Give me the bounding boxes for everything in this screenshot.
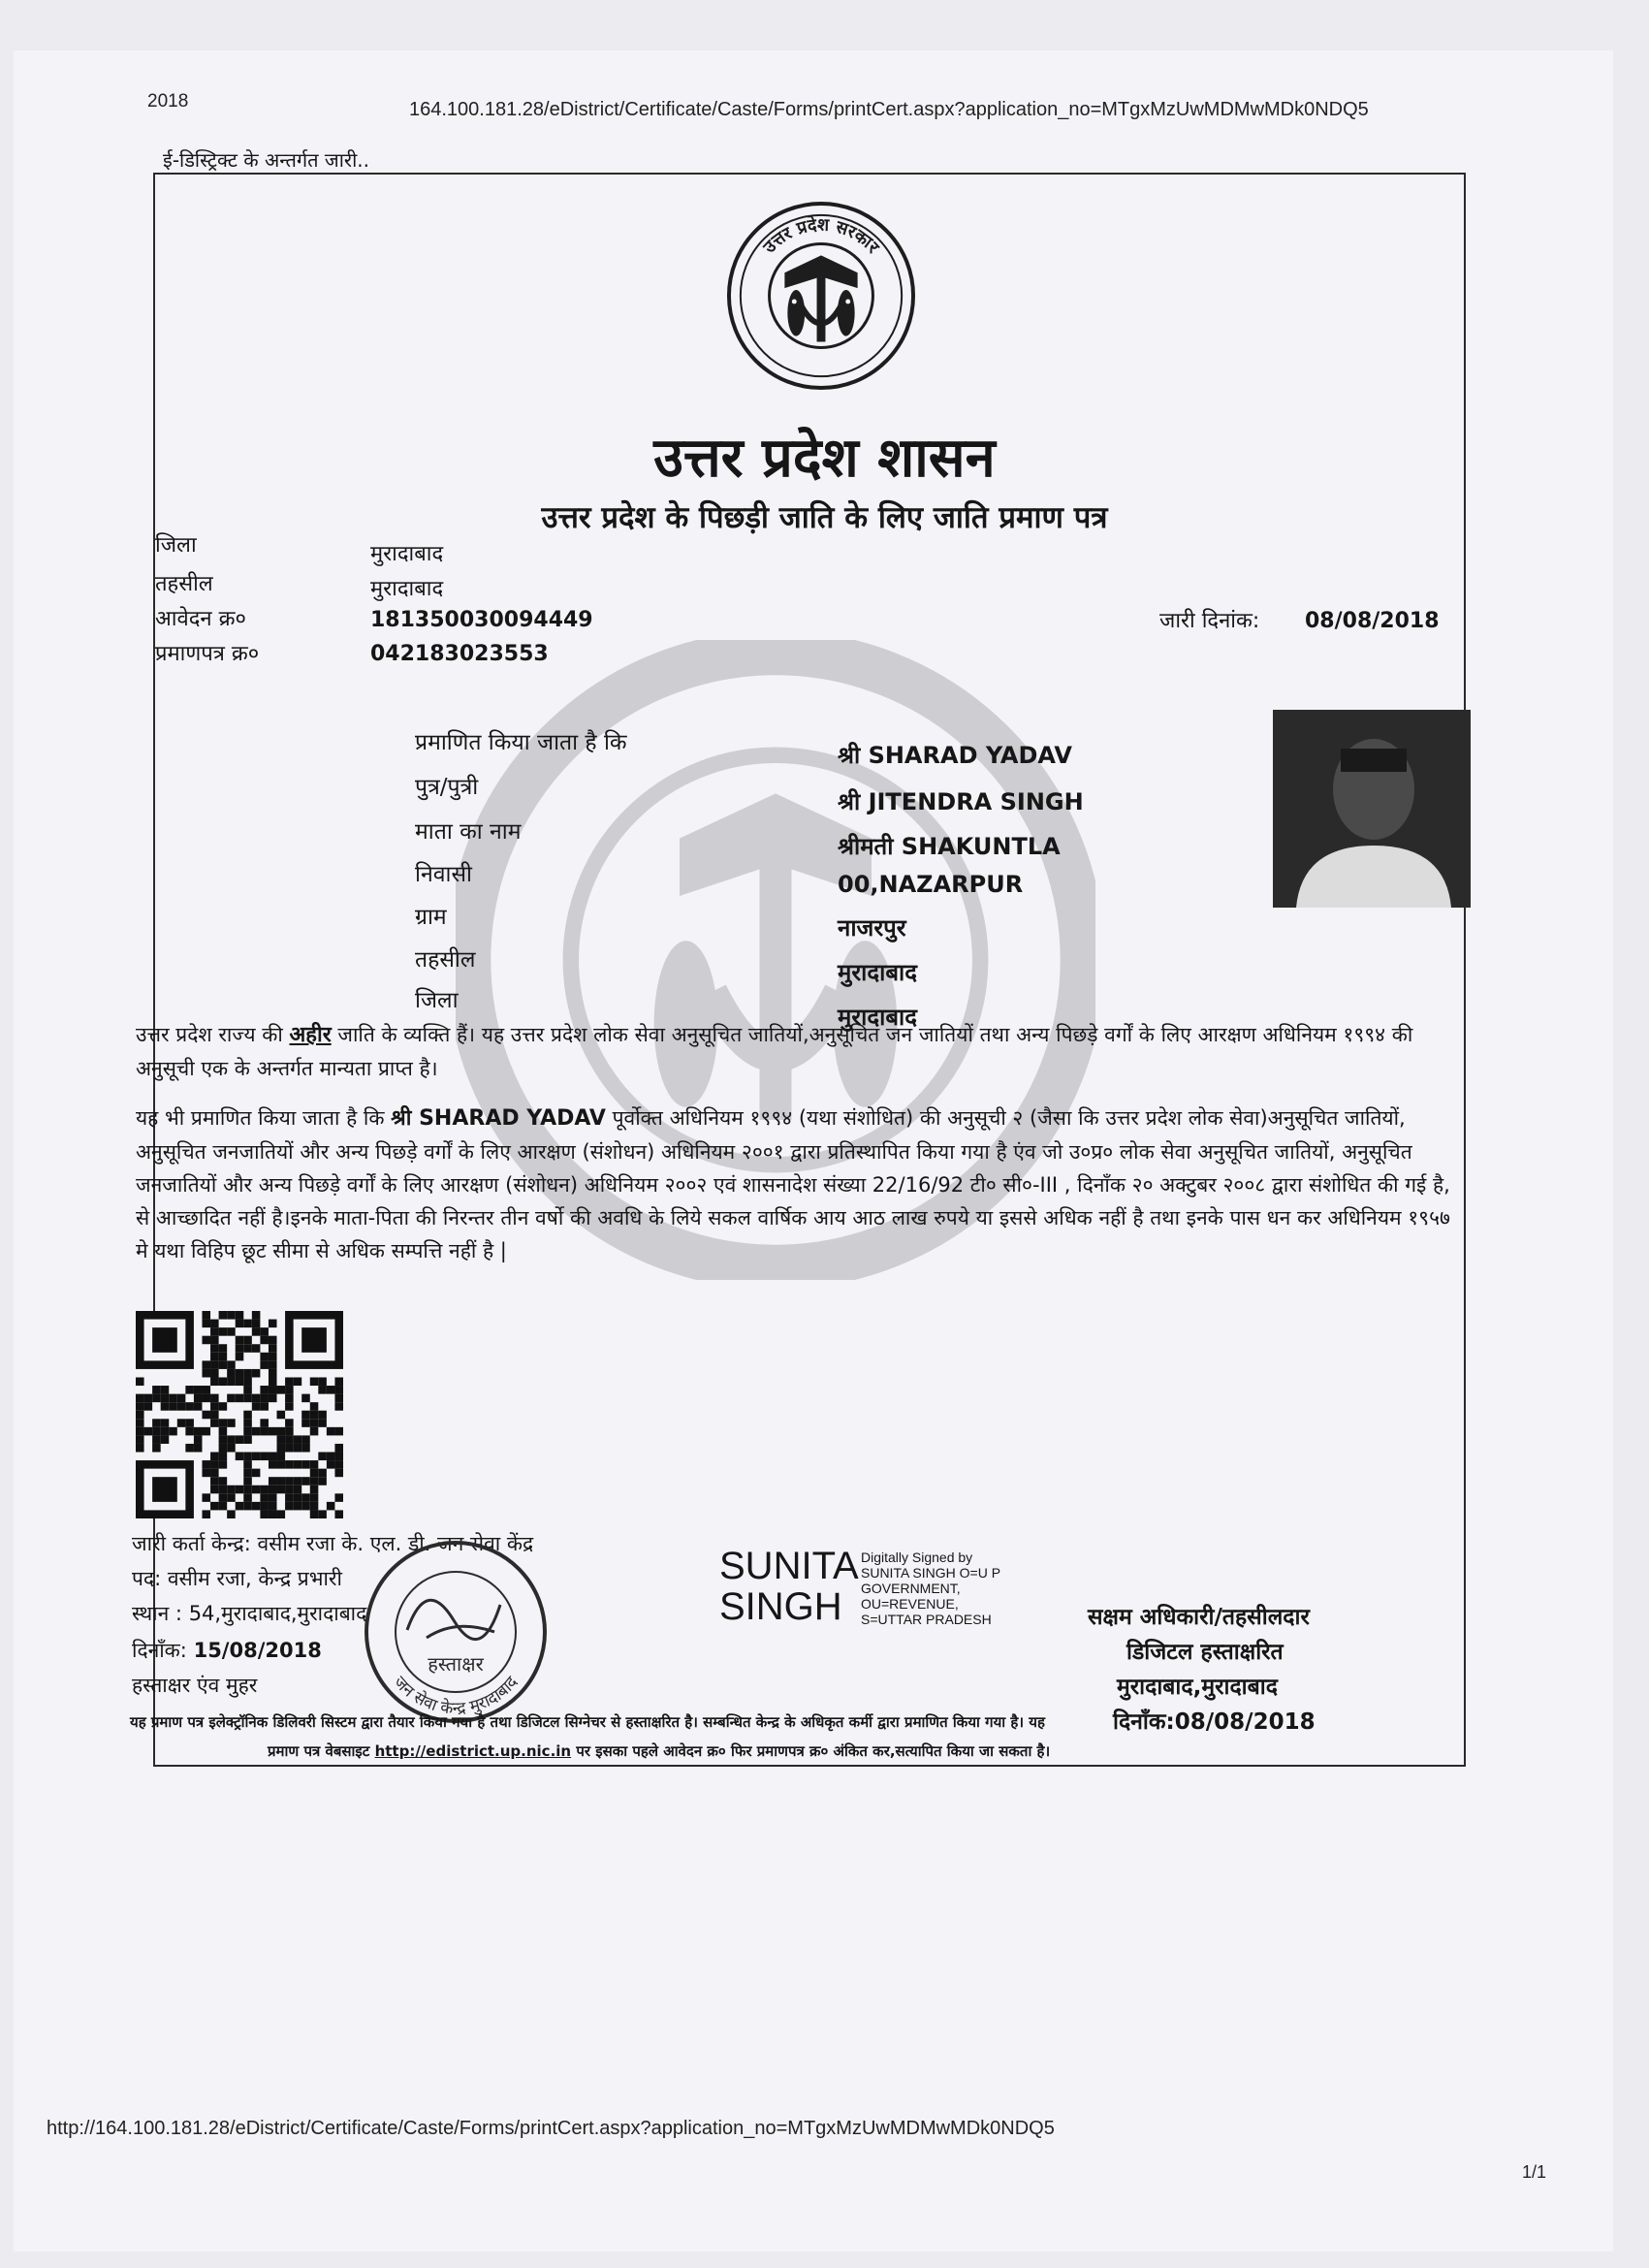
authority-date-label: दिनाँक: [1113, 1709, 1175, 1735]
application-label: आवेदन क्र० [155, 607, 246, 631]
application-number: 181350030094449 [370, 608, 593, 632]
digital-signature-details [861, 1549, 1000, 1627]
detail-value-mother: श्रीमती SHAKUNTLA [838, 833, 1061, 860]
authority-location: मुरादाबाद,मुरादाबाद [1117, 1675, 1278, 1700]
up-state-emblem-icon [725, 200, 917, 392]
applicant-photo [1273, 710, 1471, 908]
digital-signature-name-2: SINGH [719, 1585, 842, 1628]
detail-label-district: जिला [415, 988, 459, 1013]
sig-detail: SUNITA SINGH O=U P [861, 1565, 1001, 1581]
authority-title: सक्षम अधिकारी/तहसीलदार [1088, 1605, 1310, 1630]
digital-signature-name-1: SUNITA [719, 1545, 859, 1587]
svg-text:जन सेवा केन्द्र मुरादाबाद: जन सेवा केन्द्र मुरादाबाद [389, 1673, 523, 1719]
detail-value-village: नाजरपुर [838, 914, 906, 942]
issuer-post: पद: वसीम रजा, केन्द्र प्रभारी [132, 1567, 342, 1590]
center-seal-stamp [310, 1537, 553, 1741]
qr-finder-pattern [301, 1327, 327, 1353]
authority-date-value: 08/08/2018 [1174, 1709, 1316, 1735]
eligibility-statement: पूर्वोक्त अधिनियम १९९४ (यथा संशोधित) की अनुसूची २ (जैसा कि उत्तर प्रदेश लोक सेवा)अनुसूचित जातियों, अनुसूचित जनजातियों और अन्य पिछड़े वर्गों के लिए आरक्षण (संशोधन) अधिनियम २००१ द्वारा प्रतिस्थापित किया गया है एंव जो उ०प्र० लोक सेवा अनुसूचित जातियों, अनुसूचित जनजातियों और अन्य पिछड़े वर्गों के लिए आरक्षण (संशोधन) अधिनियम २००२ एवं शासनादेश संख्या 22/16/92 टी० सी०-III , दिनाँक २० अक्टुबर २००८ द्वारा संशोधित की गई है, से आच्छादित नहीं है।इनके माता-पिता की निरन्तर तीन वर्षो की अवधि के लिये सकल वार्षिक आय आठ लाख रुपये या इससे अधिक नहीं है तथा इनके पास धन कर अधिनियम १९५७ मे यथा विहिप छूट सीमा से अधिक सम्पत्ति नहीं है | [136, 1106, 1450, 1262]
detail-value-address: 00,NAZARPUR [838, 871, 1024, 898]
footer-note-suffix: पर इसका पहले आवेदन क्र० फिर प्रमाणपत्र क्र० अंकित कर,सत्यापित किया जा सकता है। [576, 1742, 1051, 1760]
edistrict-website-link[interactable]: http://edistrict.up.nic.in [374, 1742, 572, 1760]
digital-signature [719, 1546, 859, 1627]
detail-label-son-daughter: पुत्र/पुत्री [415, 775, 479, 800]
detail-label-tehsil: तहसील [415, 947, 476, 973]
tehsil-value: मुरादाबाद [370, 577, 444, 601]
issue-date-label: जारी दिनांक: [1159, 609, 1260, 633]
district-value: मुरादाबाद [370, 542, 444, 566]
print-url-top: 164.100.181.28/eDistrict/Certificate/Caste/Forms/printCert.aspx?application_no=MTgxMzUwMDMwMDk0NDQ5 [409, 99, 1369, 120]
issuer-date-label: दिनाँक: [132, 1639, 187, 1662]
issued-under-note: ई-डिस्ट्रिक्ट के अन्तर्गत जारी.. [163, 148, 369, 172]
issue-date: 08/08/2018 [1305, 609, 1440, 633]
caste-intro: उत्तर प्रदेश राज्य की [136, 1023, 283, 1046]
svg-text:उत्तर प्रदेश सरकार: उत्तर प्रदेश सरकार [759, 214, 883, 258]
print-year: 2018 [147, 91, 189, 112]
detail-value-tehsil: मुरादाबाद [838, 959, 918, 986]
sig-detail: GOVERNMENT, [861, 1581, 961, 1596]
sig-detail: OU=REVENUE, [861, 1596, 959, 1612]
page-number: 1/1 [1522, 2162, 1547, 2182]
caste-statement: जाति के व्यक्ति हैं। यह उत्तर प्रदेश लोक सेवा अनुसूचित जातियों,अनुसूचित जन जातियों तथा अन्य पिछड़े वर्गों के लिए आरक्षण अधिनियम १९९४ की अनुसूची एक के अन्तर्गत मान्यता प्राप्त है। [136, 1023, 1413, 1080]
qr-finder-pattern [152, 1327, 177, 1353]
caste-paragraph [136, 1018, 1469, 1085]
authority-digitally-signed: डिजिटल हस्ताक्षरित [1126, 1640, 1284, 1665]
sig-detail: S=UTTAR PRADESH [861, 1612, 992, 1627]
eligibility-intro: यह भी प्रमाणित किया जाता है कि [136, 1106, 385, 1130]
qr-finder-pattern [152, 1477, 177, 1502]
eligibility-paragraph [136, 1102, 1469, 1267]
certificate-title: उत्तर प्रदेश शासन [653, 427, 996, 490]
authority-date [1113, 1705, 1316, 1736]
detail-label-village: ग्राम [415, 905, 447, 930]
eligibility-name: श्री SHARAD YADAV [391, 1106, 606, 1131]
district-label: जिला [155, 533, 197, 558]
detail-value-father: श्री JITENDRA SINGH [838, 788, 1084, 815]
qr-code [136, 1311, 343, 1518]
issuer-center: जारी कर्ता केन्द्र: वसीम रजा के. एल. डी. जन सेवा केंद्र [132, 1532, 534, 1555]
certificate-subtitle: उत्तर प्रदेश के पिछड़ी जाति के लिए जाति प्रमाण पत्र [541, 500, 1108, 535]
issuer-sign-seal: हस्ताक्षर एंव मुहर [132, 1674, 258, 1697]
certificate-number-label: प्रमाणपत्र क्र० [155, 642, 260, 666]
footer-note-line2 [268, 1741, 1050, 1761]
detail-label-resident: निवासी [415, 862, 472, 887]
detail-value-name: श्री SHARAD YADAV [838, 742, 1072, 769]
print-url-bottom: http://164.100.181.28/eDistrict/Certificate/Caste/Forms/printCert.aspx?application_no=MTgxMzUwMDMwMDk0NDQ5 [47, 2118, 1055, 2139]
tehsil-label: तहसील [155, 572, 213, 596]
signature-scribble [407, 1600, 500, 1639]
svg-text:हस्ताक्षर: हस्ताक्षर [428, 1652, 484, 1676]
sig-detail: Digitally Signed by [861, 1549, 973, 1565]
detail-label-mother: माता का नाम [415, 819, 522, 845]
issuer-date [132, 1637, 322, 1664]
footer-note-line1: यह प्रमाण पत्र इलेक्ट्रॉनिक डिलिवरी सिस्टम द्वारा तैयार किया गया है तथा डिजिटल सिग्नेचर से हस्ताक्षरित है। सम्बन्धित केन्द्र के अधिकृत कर्मी द्वारा प्रमाणित किया गया है। यह [130, 1713, 1045, 1731]
detail-value-district: मुरादाबाद [838, 1004, 918, 1031]
certificate-number: 042183023553 [370, 642, 549, 666]
issuer-date-value: 15/08/2018 [193, 1639, 322, 1662]
detail-label-certified: प्रमाणित किया जाता है कि [415, 730, 627, 755]
footer-note-prefix: प्रमाण पत्र वेबसाइट [268, 1742, 370, 1760]
issuer-place: स्थान : 54,मुरादाबाद,मुरादाबाद [132, 1602, 367, 1625]
caste-name: अहीर [289, 1023, 332, 1047]
